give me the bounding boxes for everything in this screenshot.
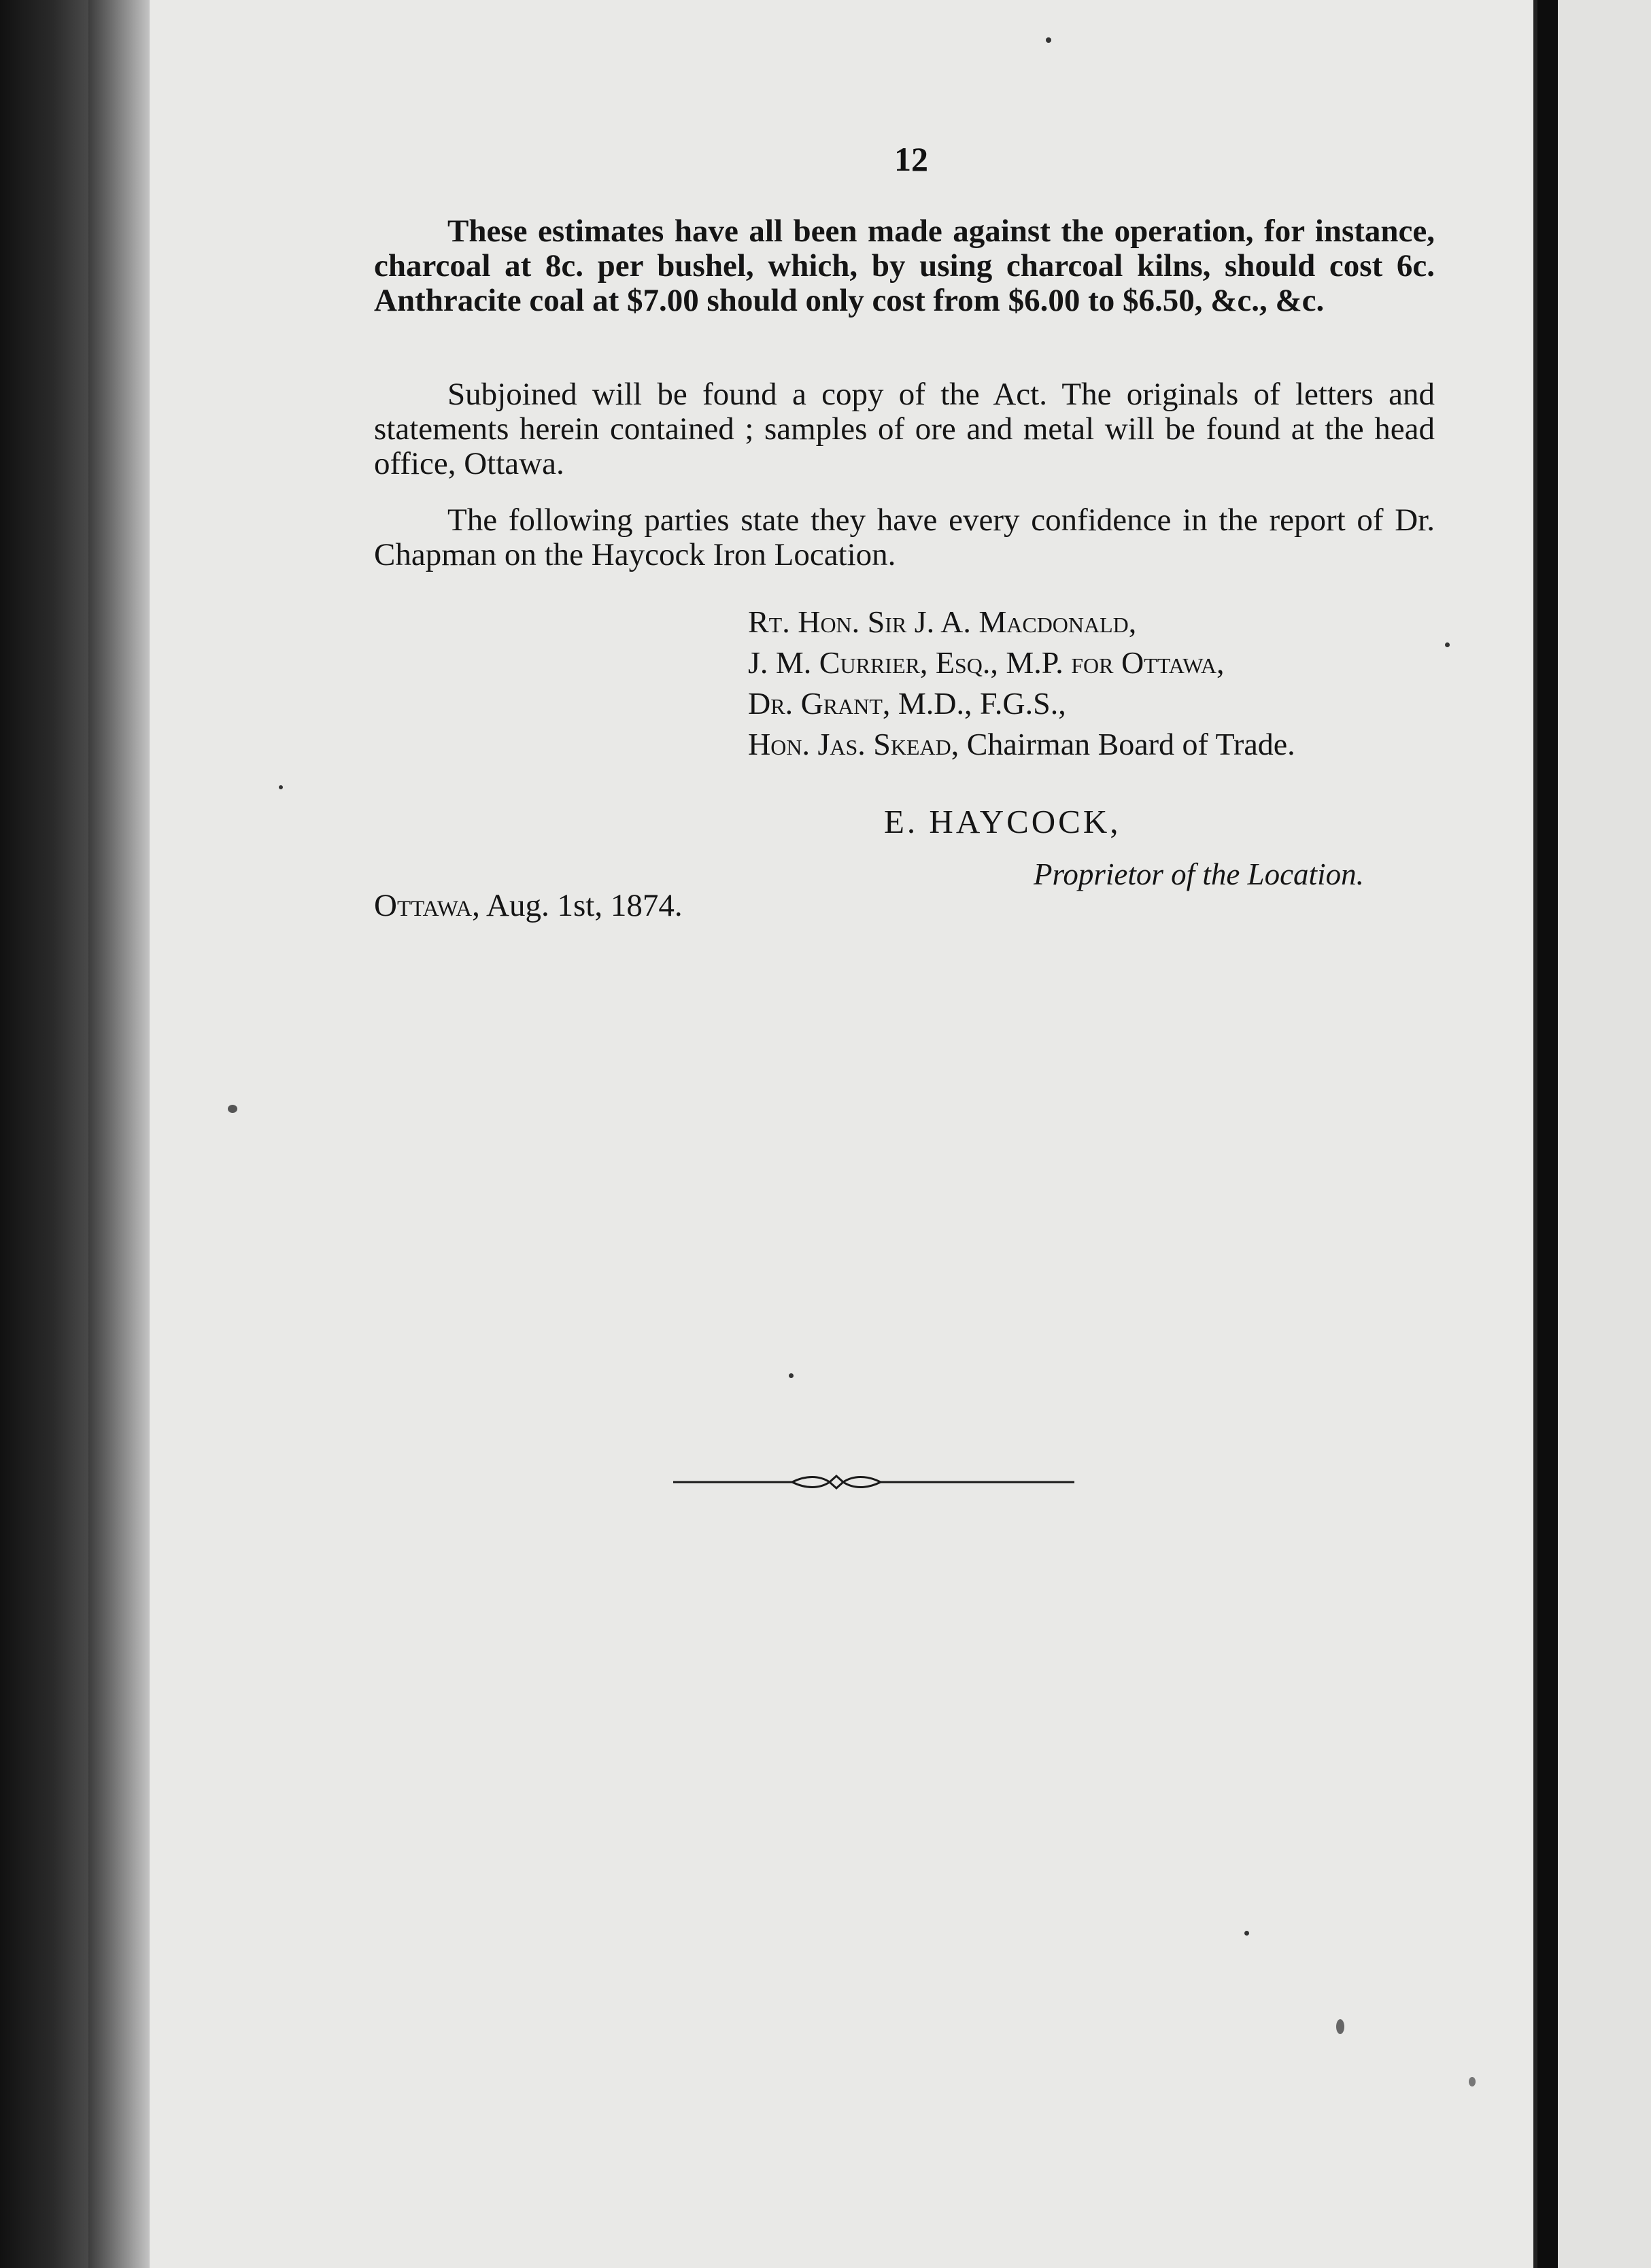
paragraph-text: The following parties state they have every confidence in the report of Dr. Chapman on the Haycock Iron Location. xyxy=(374,502,1435,572)
adjacent-page-edge xyxy=(1558,0,1651,2268)
scan-speck xyxy=(1046,37,1051,43)
scan-speck xyxy=(228,1105,237,1113)
paragraph-subjoined xyxy=(374,377,1435,481)
signer-skead xyxy=(748,724,1469,765)
signer-macdonald: Rt. Hon. Sir J. A. Macdonald, xyxy=(748,604,1137,639)
page-number: 12 xyxy=(894,140,928,178)
scan-left-margin xyxy=(0,0,88,2268)
scan-speck xyxy=(1445,642,1450,647)
signer-grant: Dr. Grant, M.D., F.G.S., xyxy=(748,686,1066,721)
signer-currier: J. M. Currier, Esq., M.P. for Ottawa, xyxy=(748,645,1225,680)
signature-title: Proprietor of the Location. xyxy=(1034,857,1364,891)
scan-speck xyxy=(789,1373,794,1378)
signers-list xyxy=(748,602,1469,765)
signature-name: E. HAYCOCK, xyxy=(884,803,1121,840)
document-page xyxy=(150,0,1537,2268)
signer-skead-title: Chairman Board of Trade. xyxy=(959,727,1295,761)
signer-skead-name: Hon. Jas. Skead, xyxy=(748,727,959,761)
scan-speck xyxy=(1469,2077,1476,2086)
paragraph-text: These estimates have all been made against the operation, for instance, charcoal at 8c. per bushel, which, by using charcoal kilns, should cost 6c. Anthracite coal at $7.00 should only cost from $6.00 to $6.50, &c., &c. xyxy=(374,213,1435,318)
paragraph-estimates xyxy=(374,214,1435,318)
dateline-place: Ottawa, xyxy=(374,888,480,923)
page-gap xyxy=(1537,0,1558,2268)
flourish-rule-icon xyxy=(673,1468,1074,1496)
dateline-date: Aug. 1st, 1874. xyxy=(479,888,683,923)
book-spine-shadow xyxy=(88,0,150,2268)
paragraph-parties xyxy=(374,503,1435,572)
scan-speck xyxy=(1336,2019,1344,2034)
paragraph-text: Subjoined will be found a copy of the Act. The originals of letters and statements herein contained ; samples of ore and metal will be found at the head office, Ottawa. xyxy=(374,377,1435,481)
dateline xyxy=(374,887,683,924)
scan-speck xyxy=(279,785,283,789)
scan-speck xyxy=(1244,1931,1249,1936)
